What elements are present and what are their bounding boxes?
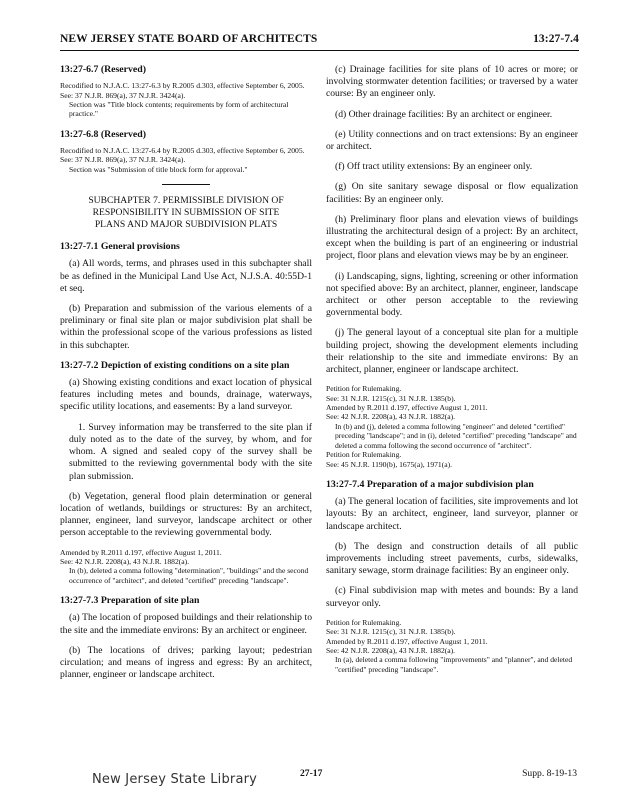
history-note: See: 45 N.J.R. 1190(b), 1675(a), 1971(a).: [326, 459, 453, 469]
history-note: Amended by R.2011 d.197, effective August 1, 2011.: [60, 547, 222, 557]
paragraph: (b) The locations of drives; parking layout; pedestrian circulation; and means of ingress and egress: By an architect, planner, engineer or landscape architect.: [60, 644, 312, 681]
section-heading-6-7: 13:27-6.7 (Reserved): [60, 64, 146, 75]
header-section-number: 13:27-7.4: [533, 33, 579, 45]
history-note: Section was "Title block contents; requirements by form of architectural practice.": [69, 100, 289, 119]
paragraph: (j) The general layout of a conceptual site plan for a multiple building project, showing the development elements including their relationship to the site and immediate environs: By an architect, planner, engineer or landscape architect.: [326, 327, 578, 376]
paragraph: (c) Final subdivision map with metes and bounds: By a land surveyor only.: [326, 585, 578, 609]
history-note: Recodified to N.J.A.C. 13:27-6.4 by R.2005 d.303, effective September 6, 2005.: [60, 146, 305, 156]
paragraph: (g) On site sanitary sewage disposal or flow equalization facilities: By an engineer only.: [326, 181, 578, 205]
paragraph: (d) Other drainage facilities: By an architect or engineer.: [335, 108, 553, 120]
section-divider: [162, 184, 210, 185]
paragraph: (e) Utility connections and on tract extensions: By an engineer or architect.: [326, 128, 578, 153]
header-title: NEW JERSEY STATE BOARD OF ARCHITECTS: [60, 33, 318, 45]
paragraph: (f) Off tract utility extensions: By an engineer only.: [335, 161, 533, 173]
history-note: See: 37 N.J.R. 869(a), 37 N.J.R. 3424(a).: [60, 155, 186, 165]
supplement-date: Supp. 8-19-13: [522, 768, 577, 779]
history-note: Petition for Rulemaking.: [326, 450, 402, 460]
history-note: Amended by R.2011 d.197, effective August 1, 2011.: [326, 403, 488, 413]
paragraph: (a) All words, terms, and phrases used in this subchapter shall be as defined in the Municipal Land Use Act, N.J.S.A. 40:55D-1 et seq.: [60, 258, 312, 294]
history-note: See: 42 N.J.R. 2208(a), 43 N.J.R. 1882(a).: [326, 412, 456, 422]
paragraph: (a) Showing existing conditions and exact location of physical features including metes and bounds, drainage, waterways, specific utility locations, and easements: By a land surveyor.: [60, 377, 312, 413]
page-number: 27-17: [300, 768, 323, 779]
history-note: Petition for Rulemaking.: [326, 617, 402, 627]
header-rule: [60, 50, 579, 51]
history-note: In (b) and (j), deleted a comma following "engineer" and deleted "certified" preceding "landscape"; and in (i), deleted "certified" preceding "landscape" and deleted a comma following the second occurrence of "architect".: [335, 421, 577, 450]
history-note: See: 42 N.J.R. 2208(a), 43 N.J.R. 1882(a).: [326, 645, 456, 655]
left-column: [60, 64, 312, 689]
paragraph: (h) Preliminary floor plans and elevation views of buildings illustrating the architectural design of a project: By an architect, except when the building is part of an engineering or industrial project, floor plans and elevation views may be by an engineer.: [326, 213, 578, 262]
history-note: Recodified to N.J.A.C. 13:27-6.3 by R.2005 d.303, effective September 6, 2005.: [60, 81, 305, 91]
paragraph: (a) The general location of facilities, site improvements and lot layouts: By an architect, engineer, land surveyor, planner or landscape architect.: [326, 496, 578, 532]
history-note: Section was "Submission of title block form for approval.": [69, 164, 248, 174]
history-note: In (b), deleted a comma following "determination", "buildings" and the second occurrence of "architect", and deleted "certified" preceding "landscape".: [69, 566, 309, 585]
section-heading-7-2: 13:27-7.2 Depiction of existing conditions on a site plan: [60, 359, 290, 371]
paragraph: (b) Preparation and submission of the various elements of a preliminary or final site plan or major subdivision plat shall be within the professional scope of the various professions as listed in this subchapter.: [60, 303, 312, 351]
running-header: [60, 33, 579, 49]
subchapter-title-line: RESPONSIBILITY IN SUBMISSION OF SITE: [92, 207, 280, 219]
library-watermark: New Jersey State Library: [92, 772, 258, 787]
section-heading-7-3: 13:27-7.3 Preparation of site plan: [60, 595, 200, 607]
section-heading-7-4: 13:27-7.4 Preparation of a major subdivision plan: [326, 478, 534, 490]
history-note: Amended by R.2011 d.197, effective August 1, 2011.: [326, 636, 488, 646]
paragraph: (a) The location of proposed buildings and their relationship to the site and the immediate environs: By an architect or engineer.: [60, 612, 312, 636]
subchapter-title: [60, 195, 312, 231]
paragraph-item: 1. Survey information may be transferred to the site plan if duly noted as to the date of the survey, by whom, and for whom. A signed and sealed copy of the survey shall be submitted to the reviewing governmental body with the site plan submission.: [69, 421, 312, 482]
history-note: See: 37 N.J.R. 869(a), 37 N.J.R. 3424(a).: [60, 90, 186, 100]
history-note: Petition for Rulemaking.: [326, 384, 402, 394]
section-heading-7-1: 13:27-7.1 General provisions: [60, 241, 180, 253]
section-heading-6-8: 13:27-6.8 (Reserved): [60, 128, 146, 140]
history-note: In (a), deleted a comma following "improvements" and "planner", and deleted "certified" preceding "landscape".: [335, 655, 573, 674]
subchapter-title-line: PLANS AND MAJOR SUBDIVISION PLATS: [94, 219, 278, 231]
paragraph: (c) Drainage facilities for site plans of 10 acres or more; or involving stormwater detention facilities; or traversed by a water course: By an engineer only.: [326, 64, 578, 100]
paragraph: (b) Vegetation, general flood plain determination or general location of wetlands, buildings or structures: By an architect, planner, engineer, land surveyor, landscape architect or other person acceptable to the reviewing governmental body.: [60, 490, 312, 539]
subchapter-title-line: SUBCHAPTER 7. PERMISSIBLE DIVISION OF: [88, 195, 284, 207]
history-note: See: 42 N.J.R. 2208(a), 43 N.J.R. 1882(a).: [60, 556, 190, 566]
history-note: See: 31 N.J.R. 1215(c), 31 N.J.R. 1385(b).: [326, 393, 456, 403]
right-column: [326, 64, 578, 674]
paragraph: (i) Landscaping, signs, lighting, screening or other information not specified above: By an architect, planner, engineer, landscape architect or other person acceptable to the reviewing governmental body.: [326, 270, 578, 319]
history-note: See: 31 N.J.R. 1215(c), 31 N.J.R. 1385(b).: [326, 627, 456, 637]
paragraph: (b) The design and construction details of all public improvements including street pavements, curbs, sidewalks, sanitary sewage, storm drainage facilities: By an engineer only.: [326, 540, 578, 577]
